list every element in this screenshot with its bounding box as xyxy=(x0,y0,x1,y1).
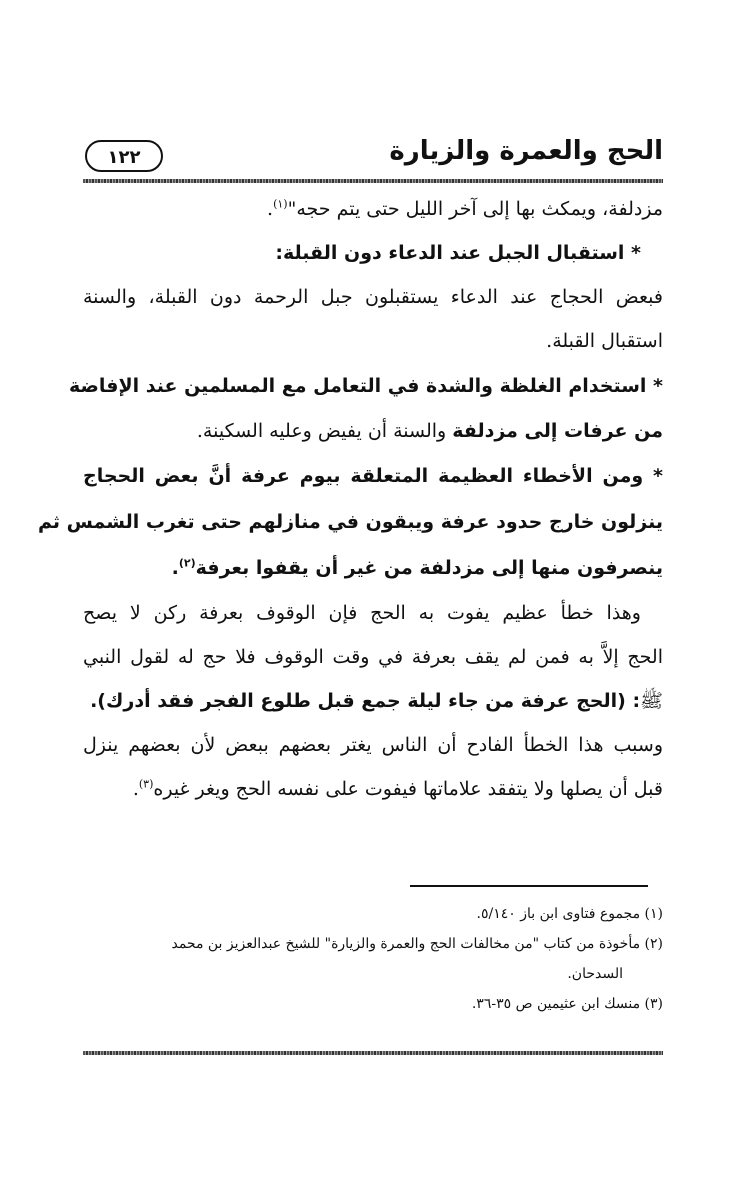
footnote-separator xyxy=(410,885,648,887)
body-line-bold: ينصرفون منها إلى مزدلفة من غير أن يقفوا بعرفة$^{(٢)}$. xyxy=(171,556,663,579)
footnote-item: (٢) مأخوذة من كتاب "من مخالفات الحج والعمرة والزيارة" للشيخ عبدالعزيز بن محمد xyxy=(171,936,663,952)
footnote-item: (١) مجموع فتاوى ابن باز ٥/١٤٠. xyxy=(476,906,663,922)
footnote-ref: (٣) xyxy=(138,777,154,791)
header-rule xyxy=(83,179,663,183)
body-line: وسبب هذا الخطأ الفادح أن الناس يغتر بعضهم ببعض لأن بعضهم ينزل xyxy=(83,734,663,756)
body-line: من عرفات إلى مزدلفة والسنة أن يفيض وعليه السكينة. xyxy=(196,420,663,442)
footnote-item-continuation: السدحان. xyxy=(567,966,623,982)
page-number: ١٢٢ xyxy=(85,140,163,172)
body-line: قبل أن يصلها ولا يتفقد علاماتها فيفوت على نفسه الحج ويغر غيره$^{(٣)}$. xyxy=(132,777,663,800)
footnote-ref: (١) xyxy=(273,197,288,211)
footnote-item: (٣) منسك ابن عثيمين ص ٣٥-٣٦. xyxy=(471,996,663,1012)
body-line: مزدلفة، ويمكث بها إلى آخر الليل حتى يتم حجه"$^{(١)}$. xyxy=(267,197,663,220)
section-heading: * استخدام الغلظة والشدة في التعامل مع المسلمين عند الإفاضة xyxy=(69,375,663,397)
body-line: فبعض الحجاج عند الدعاء يستقبلون جبل الرحمة دون القبلة، والسنة xyxy=(83,286,663,308)
body-line: الحج إلاَّ به فمن لم يقف بعرفة في وقت الوقوف فلا حج له لقول النبي xyxy=(83,646,663,668)
body-line xyxy=(83,679,663,723)
footnotes xyxy=(83,899,663,1019)
section-heading: * استقبال الجبل عند الدعاء دون القبلة: xyxy=(275,242,641,264)
body-line: استقبال القبلة. xyxy=(546,330,663,352)
salutation-glyph: ﷺ xyxy=(640,690,663,712)
page-header xyxy=(83,126,663,180)
body-line: وهذا خطأ عظيم يفوت به الحج فإن الوقوف بعرفة ركن لا يصح xyxy=(83,602,641,624)
hadith-quote: : (الحج عرفة من جاء ليلة جمع قبل طلوع الفجر فقد أدرك). xyxy=(90,690,641,712)
book-title: الحج والعمرة والزيارة xyxy=(389,136,663,166)
body-line-bold: ينزلون خارج حدود عرفة ويبقون في منازلهم حتى تغرب الشمس ثم xyxy=(38,511,663,533)
page-body xyxy=(38,187,663,811)
footnote-ref: (٢) xyxy=(178,556,196,570)
footer-rule xyxy=(83,1051,663,1055)
section-heading: * ومن الأخطاء العظيمة المتعلقة بيوم عرفة أنَّ بعض الحجاج xyxy=(83,465,663,487)
